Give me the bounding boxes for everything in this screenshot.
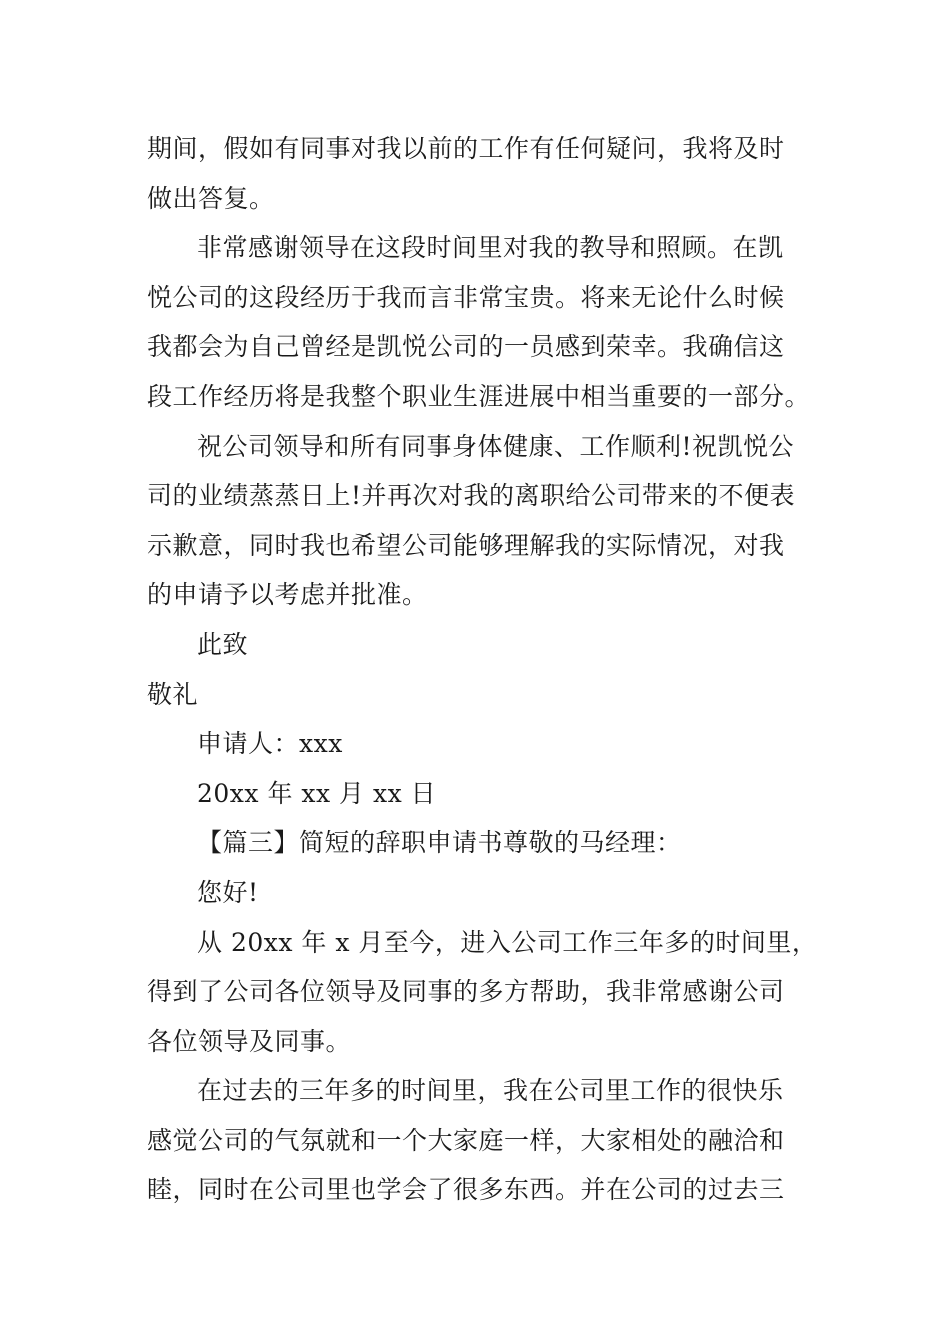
text-line: 期间，假如有同事对我以前的工作有任何疑问，我将及时 [147, 134, 785, 163]
text-line: 的申请予以考虑并批准。 [147, 580, 428, 610]
text-line: 祝公司领导和所有同事身体健康、工作顺利!祝凯悦公 [197, 431, 795, 461]
text-line: 段工作经历将是我整个职业生涯进展中相当重要的一部分。 [147, 381, 811, 411]
text-line: 示歉意，同时我也希望公司能够理解我的实际情况，对我 [147, 530, 785, 560]
text-line: 睦，同时在公司里也学会了很多东西。并在公司的过去三 [147, 1175, 785, 1205]
section-heading: 【篇三】简短的辞职申请书尊敬的马经理： [197, 828, 682, 858]
document-body [147, 124, 818, 1215]
text-line: 各位领导及同事。 [147, 1026, 352, 1056]
closing-line-2: 敬礼 [147, 679, 199, 709]
paragraph-intro [147, 918, 818, 1067]
applicant-signature: 申请人：xxx [197, 729, 343, 759]
text-line: 非常感谢领导在这段时间里对我的教导和照顾。在凯 [197, 233, 784, 263]
paragraph-past-years [147, 1066, 807, 1215]
text-line: 感觉公司的气氛就和一个大家庭一样，大家相处的融洽和 [147, 1125, 785, 1155]
paragraph-continuation [147, 124, 807, 223]
text-line: 从 20xx 年 x 月至今，进入公司工作三年多的时间里， [197, 927, 818, 957]
text-line: 做出答复。 [147, 183, 275, 213]
text-line: 得到了公司各位领导及同事的多方帮助，我非常感谢公司 [147, 977, 785, 1007]
text-line: 悦公司的这段经历于我而言非常宝贵。将来无论什么时候 [147, 282, 785, 312]
text-line: 在过去的三年多的时间里，我在公司里工作的很快乐 [197, 1076, 784, 1106]
paragraph-thanks [147, 223, 811, 421]
closing-line-1: 此致 [197, 629, 249, 659]
letter-date: 20xx 年 xx 月 xx 日 [197, 778, 437, 808]
greeting: 您好! [197, 877, 259, 907]
text-line: 司的业绩蒸蒸日上!并再次对我的离职给公司带来的不便表 [147, 481, 796, 511]
paragraph-wishes [147, 422, 807, 620]
text-line: 我都会为自己曾经是凯悦公司的一员感到荣幸。我确信这 [147, 332, 785, 362]
